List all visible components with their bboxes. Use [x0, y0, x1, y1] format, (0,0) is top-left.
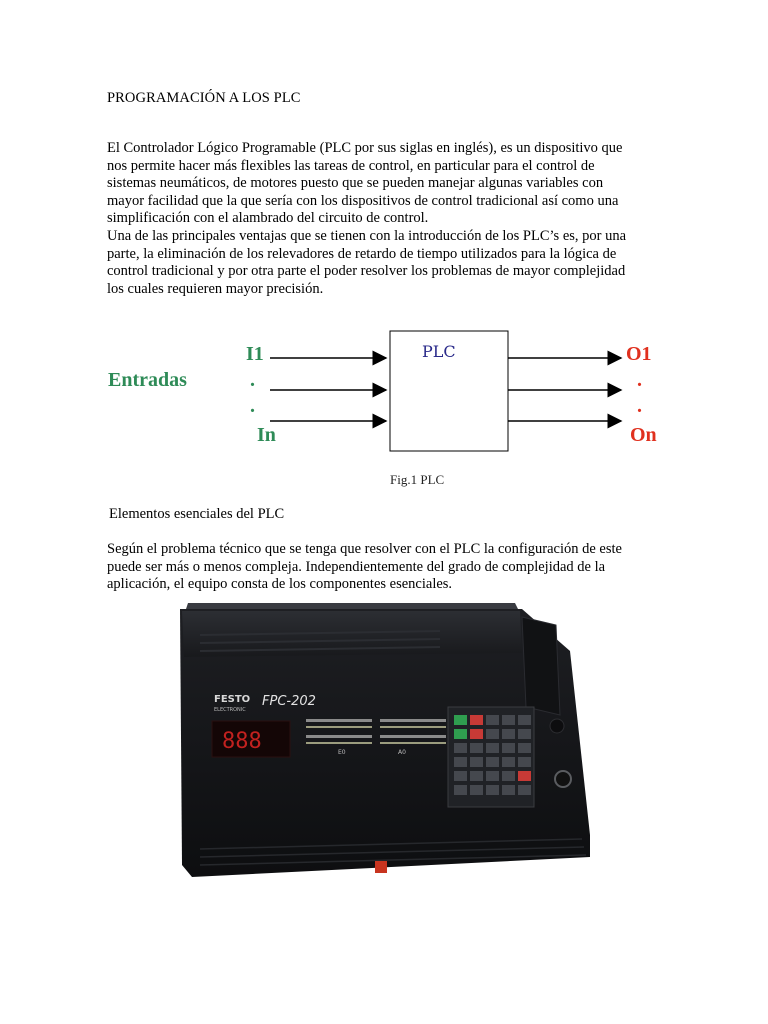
input-first-label: I1: [246, 343, 264, 365]
inputs-label: Entradas: [108, 369, 187, 391]
intro-line: sistemas neumáticos, de motores puesto que se pueden manejar algunas variables con: [107, 175, 604, 192]
intro-line: mayor facilidad que la que sería con los dispositivos de control tradicional así como una: [107, 192, 619, 209]
section-line: aplicación, el equipo consta de los componentes esenciales.: [107, 576, 453, 593]
output-first-label: O1: [626, 343, 652, 365]
plc-device-photo: [170, 595, 600, 895]
plc-box-label: PLC: [422, 342, 456, 361]
plc-block-diagram: [100, 310, 670, 490]
document-title: PROGRAMACIÓN A LOS PLC: [107, 90, 301, 106]
input-last-label: In: [257, 424, 276, 446]
intro-line: los cuales requieren mayor precisión.: [107, 280, 324, 297]
section-heading: Elementos esenciales del PLC: [109, 506, 285, 522]
output-dot-label-2: .: [637, 395, 642, 417]
io-label-in: E0: [338, 749, 346, 756]
device-top-face: [186, 603, 518, 609]
input-dot-label-2: .: [250, 395, 255, 417]
section-paragraph: [107, 541, 667, 594]
led-display-text: 888: [222, 729, 262, 754]
brand-sub: ELECTRONIC: [214, 707, 246, 713]
intro-line: nos permite hacer más flexibles las tareas de control, en particular para el control de: [107, 157, 595, 174]
model-label: FPC-202: [262, 694, 316, 709]
output-dot-label: .: [637, 369, 642, 391]
figure-caption: Fig.1 PLC: [390, 472, 445, 487]
input-dot-label: .: [250, 369, 255, 391]
intro-line: simplificación con el alambrado del circuito de control.: [107, 210, 429, 227]
io-label-out: A0: [398, 749, 406, 756]
intro-line: El Controlador Lógico Programable (PLC por sus siglas en inglés), es un dispositivo que: [107, 140, 623, 156]
section-line: Según el problema técnico que se tenga que resolver con el PLC la configuración de este: [107, 541, 622, 557]
intro-line: parte, la eliminación de los relevadores de retardo de tiempo utilizados para la lógica de: [107, 245, 617, 262]
side-cover: [522, 617, 560, 715]
intro-paragraph: [107, 140, 667, 298]
brand-logo: FESTO: [214, 694, 251, 705]
section-line: puede ser más o menos compleja. Independientemente del grado de complejidad de la: [107, 558, 606, 575]
intro-line: Una de las principales ventajas que se tienen con la introducción de los PLC’s es, por una: [107, 227, 627, 244]
top-connector: [550, 719, 564, 733]
intro-line: control tradicional y por otra parte el poder resolver los problemas de mayor complejidad: [107, 263, 626, 280]
output-last-label: On: [630, 424, 657, 446]
din-rail-clip: [375, 861, 387, 873]
serial-connector: [555, 771, 571, 787]
